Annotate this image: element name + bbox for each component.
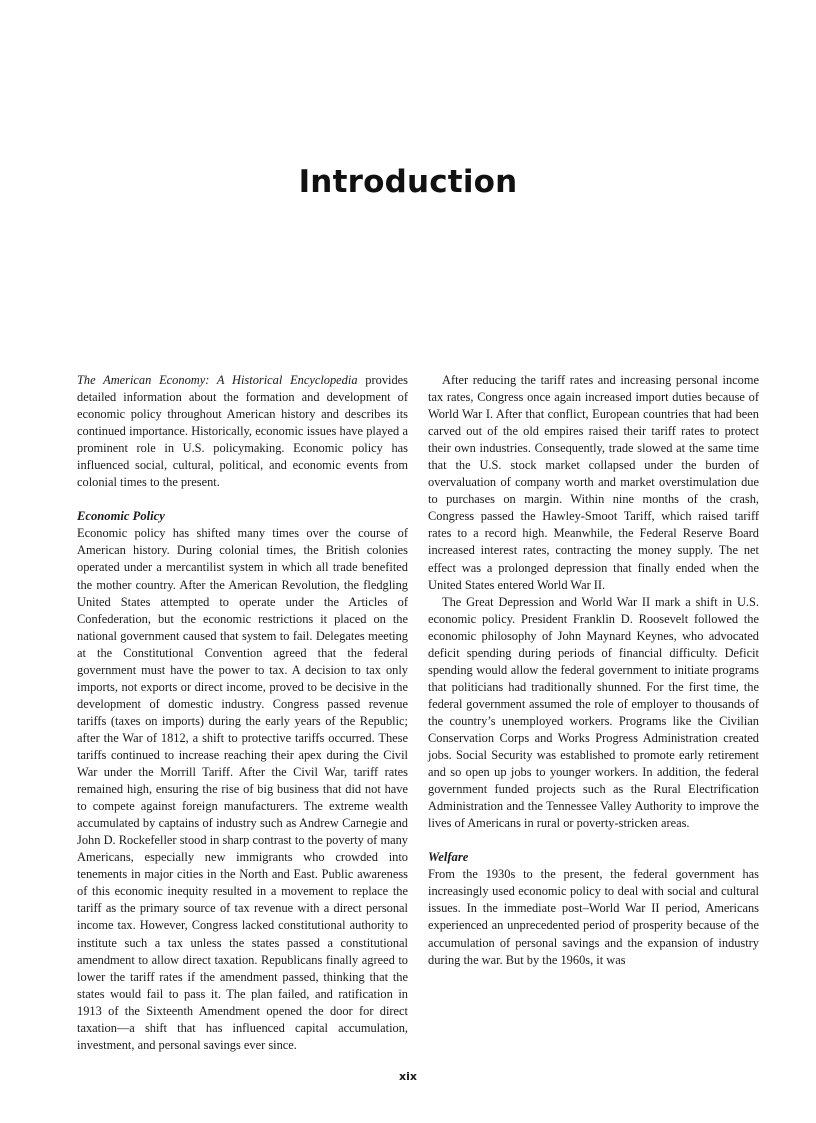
book-title: The American Economy: A Historical Encyclopedia	[77, 373, 358, 387]
economic-policy-paragraph-2: After reducing the tariff rates and increasing personal income tax rates, Congress once again increased import duties because of World War I. After that conflict, European countries that had been carved out of the old empires raised their tariff rates to protect their own industries. Consequently, trade slowed at the same time that the U.S. stock market collapsed under the burden of overvaluation of company worth and market overstimulation due to purchases on margin. Within nine months of the crash, Congress passed the Hawley-Smoot Tariff, which raised tariff rates to a record high. Meanwhile, the Federal Reserve Board increased interest rates, contracting the money supply. The net effect was a prolonged depression that finally ended when the United States entered World War II.	[428, 373, 759, 592]
intro-text: provides detailed information about the formation and development of economic policy throughout American history and describes its continued importance. Historically, economic issues have played a prominent role in U.S. policymaking. Economic policy has influenced social, cultural, political, and economic events from colonial times to the present.	[77, 373, 408, 490]
intro-paragraph	[77, 372, 408, 491]
section-spacer	[77, 491, 408, 508]
economic-policy-paragraph-3: The Great Depression and World War II mark a shift in U.S. economic policy. President Franklin D. Roosevelt followed the economic philosophy of John Maynard Keynes, who advocated deficit spending during periods of financial difficulty. Deficit spending would allow the federal government to initiate programs that politicians had traditionally shunned. For the first time, the federal government assumed the role of employer to thousands of the country’s unemployed workers. Programs like the Civilian Conservation Corps and Works Progress Administration created jobs. Social Security was established to promote early retirement and so open up jobs to younger workers. In addition, the federal government funded projects such as the Rural Electrification Administration and the Tennessee Valley Authority to improve the lives of Americans in rural or poverty-stricken areas.	[428, 594, 759, 831]
welfare-paragraph-1: From the 1930s to the present, the federal government has increasingly used economic policy to deal with social and cultural issues. In the immediate post–World War II period, Americans experienced an unprecedented period of prosperity because of the accumulation of personal savings and the expansion of industry during the war. But by the 1960s, it was	[428, 867, 759, 967]
section-spacer	[428, 832, 759, 849]
section-heading-economic-policy: Economic Policy	[77, 509, 165, 524]
section-heading-welfare: Welfare	[428, 850, 469, 865]
page-title: Introduction	[298, 164, 518, 200]
page-number: xix	[399, 1070, 417, 1083]
text-column-left	[77, 372, 408, 1054]
text-column-right-content	[428, 372, 759, 969]
economic-policy-paragraph-1: Economic policy has shifted many times over the course of American history. During colonial times, the British colonies operated under a mercantilist system in which all trade benefited the mother country. After the American Revolution, the fledgling United States attempted to operate under the Articles of Confederation, but the economic restrictions it placed on the national government caused that system to fail. Delegates meeting at the Constitutional Convention agreed that the federal government must have the power to tax. A decision to tax only imports, not exports or direct income, proved to be decisive in the development of domestic industry. Congress passed revenue tariffs (taxes on imports) during the early years of the Republic; after the War of 1812, a shift to protective tariffs occurred. These tariffs continued to increase reaching their apex during the Civil War under the Morrill Tariff. After the Civil War, tariff rates remained high, ensuring the rise of big business that did not have to compete against foreign manufacturers. The extreme wealth accumulated by captains of industry such as Andrew Carnegie and John D. Rockefeller stood in sharp contrast to the poverty of many Americans, especially new immigrants who crowded into tenements in major cities in the North and East. Public awareness of this economic inequity resulted in a movement to replace the tariff as the primary source of tax revenue with a direct personal income tax. However, Congress lacked constitutional authority to institute such a tax unless the states passed a constitutional amendment to allow direct taxation. Republicans finally agreed to lower the tariff rates if the amendment passed, thinking that the states would fail to pass it. The plan failed, and ratification in 1913 of the Sixteenth Amendment opened the door for direct taxation—a shift that has influenced capital accumulation, investment, and personal savings ever since.	[77, 526, 408, 1052]
